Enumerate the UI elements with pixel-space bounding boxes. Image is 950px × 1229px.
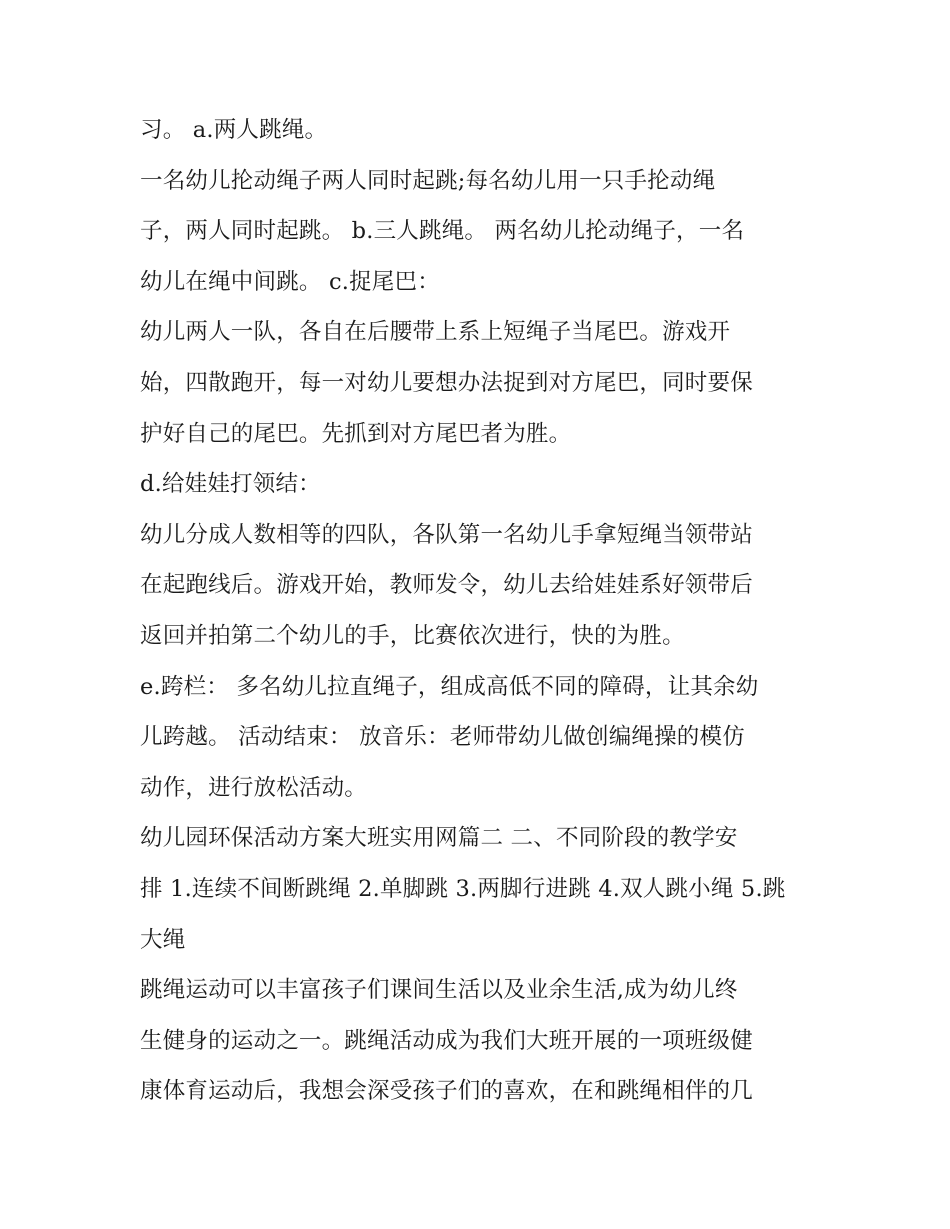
text-line: 跳绳运动可以丰富孩子们课间生活以及业余生活,成为幼儿终 <box>140 977 738 1004</box>
text-line: 动作，进行放松活动。 <box>140 774 368 801</box>
text-line: 子，两人同时起跳。 b.三人跳绳。 两名幼儿抡动绳子，一名 <box>140 218 745 245</box>
text-line: 幼儿分成人数相等的四队，各队第一名幼儿手拿短绳当领带站 <box>140 521 753 548</box>
text-line: e.跨栏： 多名幼儿拉直绳子，组成高低不同的障碍，让其余幼 <box>140 673 759 700</box>
text-line: 返回并拍第二个幼儿的手，比赛依次进行，快的为胜。 <box>140 622 685 649</box>
text-line: 幼儿在绳中间跳。 c.捉尾巴： <box>140 268 440 295</box>
text-line: 在起跑线后。游戏开始，教师发令，幼儿去给娃娃系好领带后 <box>140 572 753 599</box>
text-line: 儿跨越。 活动结束： 放音乐：老师带幼儿做创编绳操的模仿 <box>140 724 745 751</box>
text-line: 大绳 <box>140 926 186 953</box>
text-line: 习。 a.两人跳绳。 <box>140 117 328 143</box>
text-line: 生健身的运动之一。跳绳活动成为我们大班开展的一项班级健 <box>140 1027 753 1054</box>
text-line: 幼儿两人一队，各自在后腰带上系上短绳子当尾巴。游戏开 <box>140 319 731 346</box>
document-body <box>140 105 830 1117</box>
text-line: 始，四散跑开，每一对幼儿要想办法捉到对方尾巴，同时要保 <box>140 369 753 396</box>
text-line: 排 1.连续不间断跳绳 2.单脚跳 3.两脚行进跳 4.双人跳小绳 5.跳 <box>140 875 786 902</box>
text-line: d.给娃娃打领结： <box>140 471 321 498</box>
text-line: 一名幼儿抡动绳子两人同时起跳;每名幼儿用一只手抡动绳 <box>140 167 716 194</box>
text-line: 康体育运动后，我想会深受孩子们的喜欢，在和跳绳相伴的几 <box>140 1078 753 1105</box>
text-line: 护好自己的尾巴。先抓到对方尾巴者为胜。 <box>140 420 572 447</box>
text-line: 幼儿园环保活动方案大班实用网篇二 二、不同阶段的教学安 <box>140 825 738 852</box>
